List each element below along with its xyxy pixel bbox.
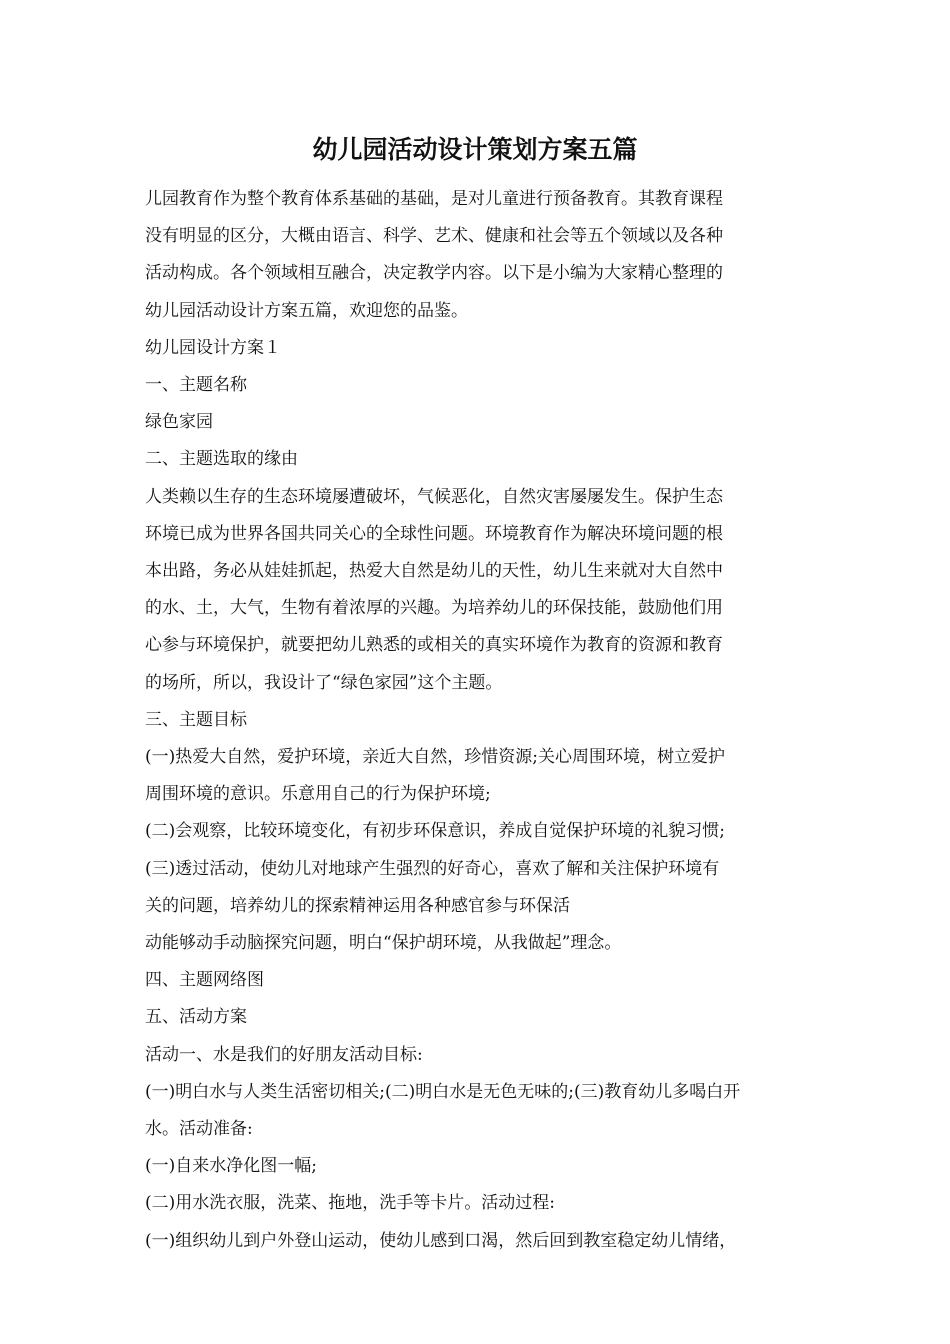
body-line: (一)组织幼儿到户外登山运动，使幼儿感到口渴，然后回到教室稳定幼儿情绪， xyxy=(145,1230,737,1251)
body-line: 二、主题选取的缘由 xyxy=(145,449,298,470)
body-line: 四、主题网络图 xyxy=(145,970,264,991)
body-line: (二)会观察，比较环境变化，有初步环保意识，养成自觉保护环境的礼貌习惯; xyxy=(145,821,725,842)
body-line: 活动一、水是我们的好朋友活动目标: xyxy=(145,1044,423,1065)
body-line: (一)明白水与人类生活密切相关;(二)明白水是无色无味的;(三)教育幼儿多喝白开 xyxy=(145,1081,741,1102)
body-line: 心参与环境保护，就要把幼儿熟悉的或相关的真实环境作为教育的资源和教育 xyxy=(145,635,723,656)
body-line: 关的问题，培养幼儿的探索精神运用各种感官参与环保活 xyxy=(145,895,570,916)
body-line: 人类赖以生存的生态环境屡遭破坏，气候恶化，自然灾害屡屡发生。保护生态 xyxy=(145,486,723,507)
body-line: 动能够动手动脑探究问题，明白“保护胡环境，从我做起”理念。 xyxy=(145,933,622,954)
body-line: 幼儿园活动设计方案五篇，欢迎您的品鉴。 xyxy=(145,300,468,321)
body-line: 没有明显的区分，大概由语言、科学、艺术、健康和社会等五个领域以及各种 xyxy=(145,226,723,247)
body-line: 本出路，务必从娃娃抓起，热爱大自然是幼儿的天性，幼儿生来就对大自然中 xyxy=(145,561,723,582)
body-line: (二)用水洗衣服，洗菜、拖地，洗手等卡片。活动过程: xyxy=(145,1193,555,1214)
document-title: 幼儿园活动设计策划方案五篇 xyxy=(312,135,638,164)
body-line: 一、主题名称 xyxy=(145,375,247,396)
body-line: 水。活动准备: xyxy=(145,1119,253,1140)
body-line: 的水、土，大气，生物有着浓厚的兴趣。为培养幼儿的环保技能，鼓励他们用 xyxy=(145,598,723,619)
body-line: 环境已成为世界各国共同关心的全球性问题。环境教育作为解决环境问题的根 xyxy=(145,523,723,544)
body-line: (三)透过活动，使幼儿对地球产生强烈的好奇心，喜欢了解和关注保护环境有 xyxy=(145,858,720,879)
body-line: 活动构成。各个领域相互融合，决定教学内容。以下是小编为大家精心整理的 xyxy=(145,263,723,284)
body-line: 三、主题目标 xyxy=(145,709,247,730)
body-line: 绿色家园 xyxy=(145,412,213,433)
body-line: 幼儿园设计方案１ xyxy=(145,337,281,358)
document-body xyxy=(145,181,810,1260)
body-line: (一)热爱大自然，爱护环境，亲近大自然，珍惜资源;关心周围环境，树立爱护 xyxy=(145,747,725,768)
body-line: 儿园教育作为整个教育体系基础的基础，是对儿童进行预备教育。其教育课程 xyxy=(145,189,723,209)
body-line: (一)自来水净化图一幅; xyxy=(145,1156,317,1177)
body-line: 的场所，所以，我设计了“绿色家园”这个主题。 xyxy=(145,672,503,693)
body-line: 周围环境的意识。乐意用自己的行为保护环境; xyxy=(145,784,491,805)
body-line: 五、活动方案 xyxy=(145,1007,247,1028)
